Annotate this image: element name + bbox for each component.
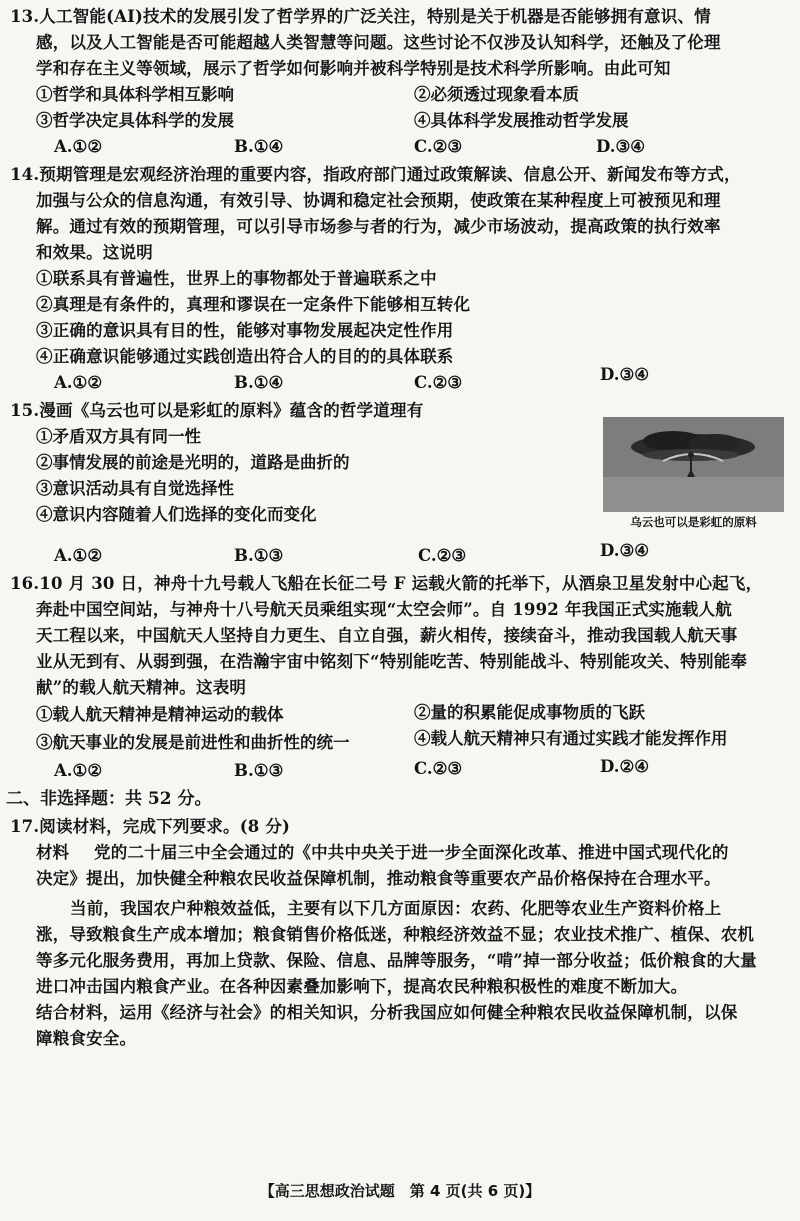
q14-statement-3: ③正确的意识具有目的性，能够对事物发展起决定性作用 <box>36 321 454 340</box>
q16-statement-2: ②量的积累能促成事物质的飞跃 <box>414 703 645 722</box>
q14-statement-2: ②真理是有条件的，真理和谬误在一定条件下能够相互转化 <box>36 295 471 314</box>
q13-option-d: D.③④ <box>596 137 646 156</box>
q15-option-a: A.①② <box>54 546 103 565</box>
q14-stem-line-2: 加强与公众的信息沟通，有效引导、协调和稳定社会预期，使政策在某种程度上可被预见和理 <box>36 191 721 210</box>
q17-requirement-line-2: 障粮食安全。 <box>36 1029 137 1048</box>
q16-statement-3: ③航天事业的发展是前进性和曲折性的统一 <box>36 733 350 752</box>
q13-option-a: A.①② <box>54 137 103 156</box>
q17-material-line-6: 进口冲击国内粮食产业。在各种因素叠加影响下，提高农民种粮积极性的难度不断加大。 <box>36 977 688 996</box>
q13-statement-2: ②必须透过现象看本质 <box>414 85 579 104</box>
q15-stem: 15.漫画《乌云也可以是彩虹的原料》蕴含的哲学道理有 <box>10 401 424 420</box>
cloud-rainbow-illustration <box>603 417 784 512</box>
q13-statement-1: ①哲学和具体科学相互影响 <box>36 85 234 104</box>
q16-statement-1: ①载人航天精神是精神运动的载体 <box>36 705 284 724</box>
q16-option-c: C.②③ <box>414 759 463 778</box>
q13-option-b: B.①④ <box>234 137 284 156</box>
q15-statement-3: ③意识活动具有自觉选择性 <box>36 479 234 498</box>
q14-stem-line-4: 和效果。这说明 <box>36 243 153 262</box>
q14-statement-1: ①联系具有普遍性，世界上的事物都处于普遍联系之中 <box>36 269 437 288</box>
q16-stem-line-5: 献”的载人航天精神。这表明 <box>36 678 247 697</box>
q13-stem-line-3: 学和存在主义等领域，展示了哲学如何影响并被科学特别是技术科学所影响。由此可知 <box>36 59 671 78</box>
q13-statement-4: ④具体科学发展推动哲学发展 <box>414 111 629 130</box>
q16-stem-line-3: 天工程以来，中国航天人坚持自力更生、自立自强，薪火相传，接续奋斗，推动我国载人航天事 <box>36 626 738 645</box>
q16-stem-line-1: 16.10 月 30 日，神舟十九号载人飞船在长征二号 F 运载火箭的托举下，从酒泉卫星发射中心起飞， <box>10 574 763 593</box>
q14-stem-line-1: 14.预期管理是宏观经济治理的重要内容，指政府部门通过政策解读、信息公开、新闻发布等方式， <box>10 165 741 184</box>
q15-option-c: C.②③ <box>418 546 467 565</box>
q17-material-line-3: 当前，我国农户种粮效益低，主要有以下几方面原因：农药、化肥等农业生产资料价格上 <box>70 899 722 918</box>
q15-option-d: D.③④ <box>600 541 650 560</box>
q17-material-line-2: 决定》提出，加快健全种粮农民收益保障机制，推动粮食等重要农产品价格保持在合理水平。 <box>36 869 721 888</box>
q13-stem-line-2: 感，以及人工智能是否可能超越人类智慧等问题。这些讨论不仅涉及认知科学，还触及了伦理 <box>36 33 721 52</box>
q17-title: 17.阅读材料，完成下列要求。(8 分) <box>10 817 291 836</box>
q17-material-line-1: 党的二十届三中全会通过的《中共中央关于进一步全面深化改革、推进中国式现代化的 <box>94 843 729 862</box>
q13-option-c: C.②③ <box>414 137 463 156</box>
q14-option-b: B.①④ <box>234 373 284 392</box>
q15-statement-1: ①矛盾双方具有同一性 <box>36 427 201 446</box>
q13-statement-3: ③哲学决定具体科学的发展 <box>36 111 234 130</box>
q17-requirement-line-1: 结合材料，运用《经济与社会》的相关知识，分析我国应如何健全种粮农民收益保障机制，以保 <box>36 1003 738 1022</box>
q16-statement-4: ④载人航天精神只有通过实践才能发挥作用 <box>414 729 728 748</box>
section-two-heading: 二、非选择题：共 52 分。 <box>6 789 212 809</box>
q15-statement-2: ②事情发展的前途是光明的，道路是曲折的 <box>36 453 350 472</box>
q15-option-b: B.①③ <box>234 546 284 565</box>
q16-option-b: B.①③ <box>234 761 284 780</box>
q14-stem-line-3: 解。通过有效的预期管理，可以引导市场参与者的行为，减少市场波动，提高政策的执行效率 <box>36 217 721 236</box>
q14-option-c: C.②③ <box>414 373 463 392</box>
q17-material-line-5: 等多元化服务费用，再加上贷款、保险、信息、品牌等服务，“啃”掉一部分收益；低价粮食的大量 <box>36 951 757 970</box>
cartoon-caption: 乌云也可以是彩虹的原料 <box>630 515 757 529</box>
q16-option-d: D.②④ <box>600 757 650 776</box>
q16-stem-line-4: 业从无到有、从弱到强，在浩瀚宇宙中铭刻下“特别能吃苦、特别能战斗、特别能攻关、特别能奉 <box>36 652 748 671</box>
q14-statement-4: ④正确意识能够通过实践创造出符合人的目的的具体联系 <box>36 347 454 366</box>
q13-stem-line-1: 13.人工智能(AI)技术的发展引发了哲学界的广泛关注，特别是关于机器是否能够拥有意识、情 <box>10 7 711 26</box>
q14-option-a: A.①② <box>54 373 103 392</box>
q16-option-a: A.①② <box>54 761 103 780</box>
q15-statement-4: ④意识内容随着人们选择的变化而变化 <box>36 505 317 524</box>
q17-material-label: 材料 <box>36 843 69 862</box>
q16-stem-line-2: 奔赴中国空间站，与神舟十八号航天员乘组实现“太空会师”。自 1992 年我国正式实施载人航 <box>36 600 732 619</box>
q17-material-line-4: 涨，导致粮食生产成本增加；粮食销售价格低迷，种粮经济效益不显；农业技术推广、植保、农机 <box>36 925 755 944</box>
page-footer: 【高三思想政治试题 第 4 页(共 6 页)】 <box>259 1182 541 1200</box>
cartoon-image <box>603 417 784 512</box>
q14-option-d: D.③④ <box>600 365 650 384</box>
